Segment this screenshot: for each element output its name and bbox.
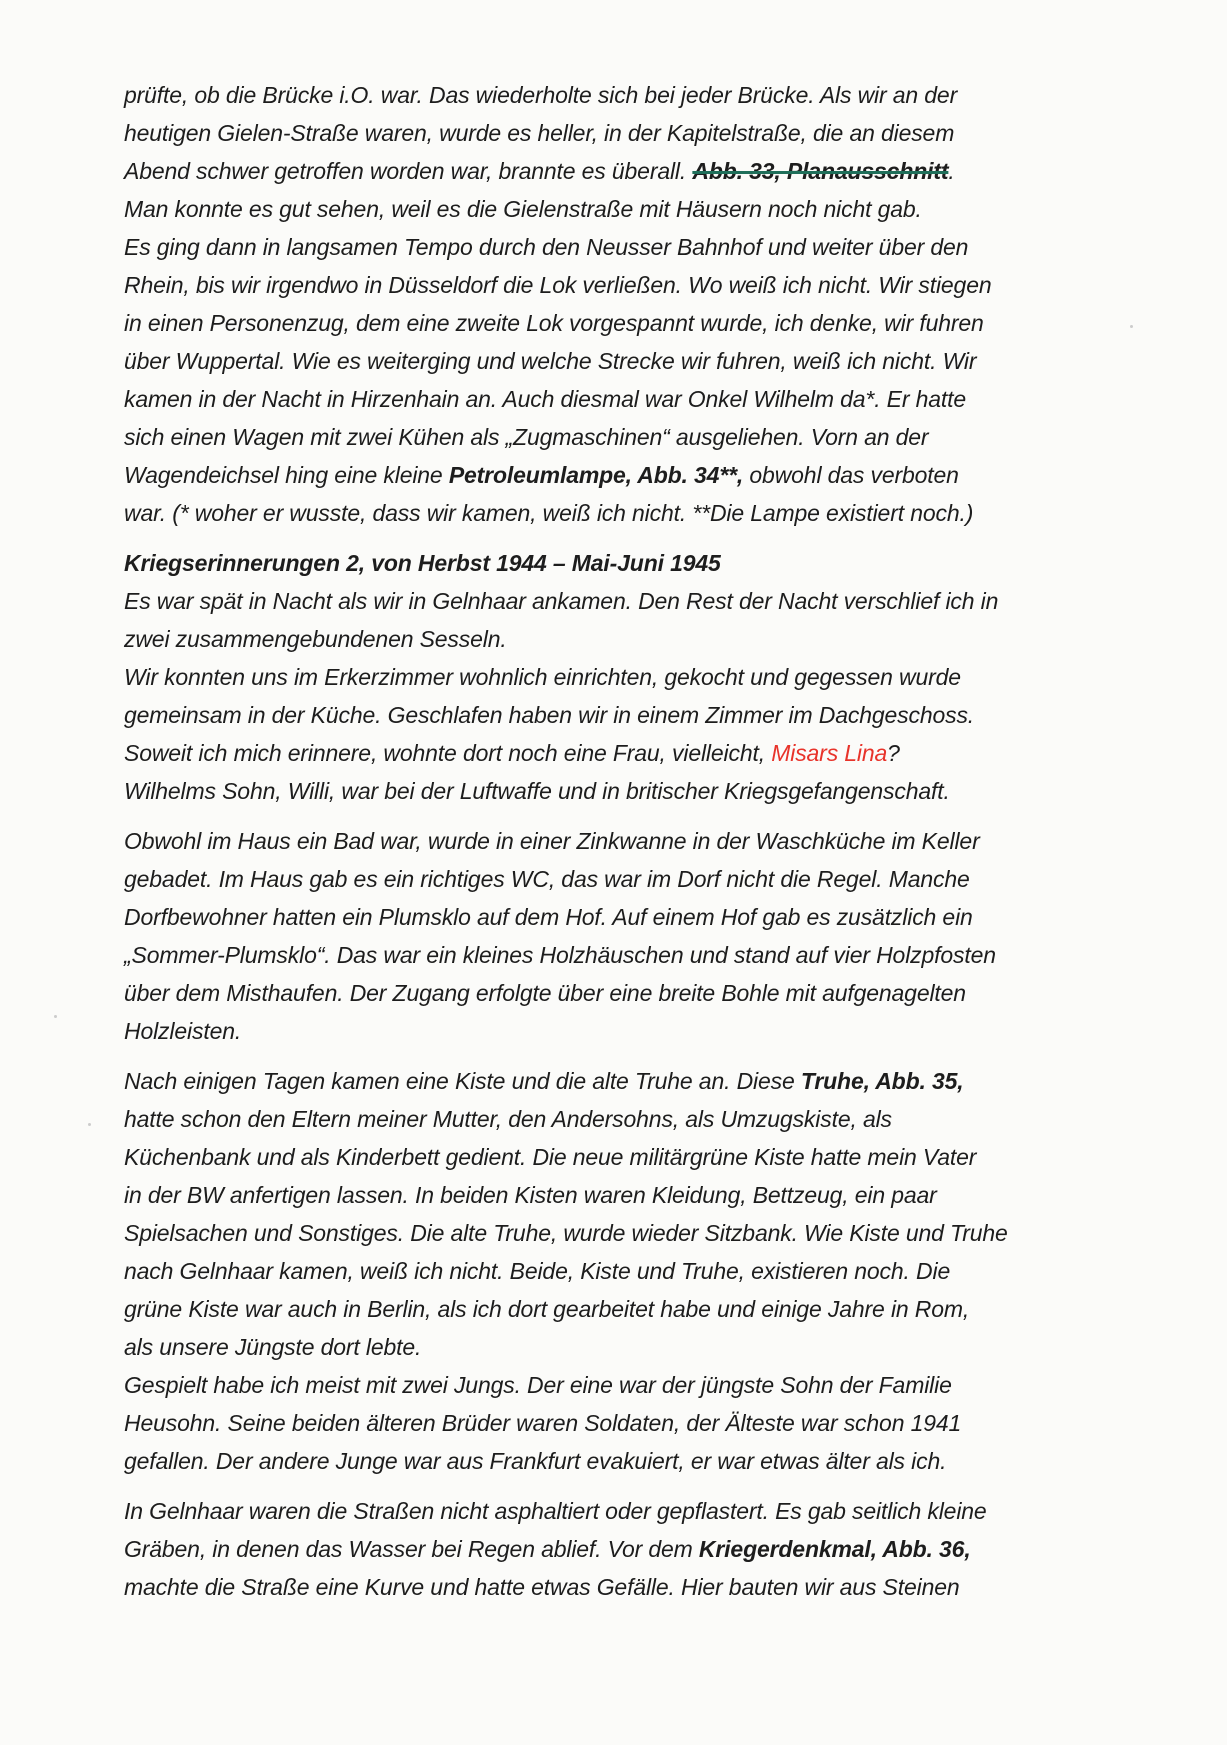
text-line: Heusohn. Seine beiden älteren Brüder waren Soldaten, der Älteste war schon 1941	[124, 1410, 962, 1436]
text-line	[124, 152, 1134, 190]
text-line: kamen in der Nacht in Hirzenhain an. Auch diesmal war Onkel Wilhelm da*. Er hatte	[124, 386, 967, 412]
text-line: hatte schon den Eltern meiner Mutter, den Andersohns, als Umzugskiste, als	[124, 1106, 892, 1132]
text-line: in der BW anfertigen lassen. In beiden Kisten waren Kleidung, Bettzeug, ein paar	[124, 1182, 937, 1208]
text-line: grüne Kiste war auch in Berlin, als ich dort gearbeitet habe und einige Jahre in Rom,	[124, 1296, 970, 1322]
figure-reference-bold: Kriegerdenkmal, Abb. 36,	[698, 1536, 971, 1562]
text-line	[124, 1530, 1134, 1568]
text-line: in einen Personenzug, dem eine zweite Lok vorgespannt wurde, ich denke, wir fuhren	[124, 310, 984, 336]
highlighted-name: Misars Lina	[771, 740, 888, 766]
text-line: Es ging dann in langsamen Tempo durch den Neusser Bahnhof und weiter über den	[124, 234, 969, 260]
paper-speck	[1130, 325, 1133, 328]
text-line: Dorfbewohner hatten ein Plumsklo auf dem Hof. Auf einem Hof gab es zusätzlich ein	[124, 904, 973, 930]
text-line	[124, 734, 1134, 772]
paragraph-bath	[124, 822, 1134, 1050]
text-span: Abend schwer getroffen worden war, brannte es überall.	[124, 158, 693, 184]
document-page	[124, 76, 1134, 1606]
paper-speck	[54, 1015, 57, 1018]
text-line: Rhein, bis wir irgendwo in Düsseldorf die Lok verließen. Wo weiß ich nicht. Wir stiegen	[124, 272, 992, 298]
text-line: Obwohl im Haus ein Bad war, wurde in einer Zinkwanne in der Waschküche im Keller	[124, 828, 980, 854]
text-line: nach Gelnhaar kamen, weiß ich nicht. Beide, Kiste und Truhe, existieren noch. Die	[124, 1258, 951, 1284]
figure-reference-bold: Truhe, Abb. 35,	[800, 1068, 964, 1094]
text-line: machte die Straße eine Kurve und hatte etwas Gefälle. Hier bauten wir aus Steinen	[124, 1574, 960, 1600]
text-line: In Gelnhaar waren die Straßen nicht asphaltiert oder gepflastert. Es gab seitlich kleine	[124, 1498, 987, 1524]
paragraph-streets	[124, 1492, 1134, 1606]
text-line: war. (* woher er wusste, dass wir kamen, weiß ich nicht. **Die Lampe existiert noch.)	[124, 500, 974, 526]
text-line: Gespielt habe ich meist mit zwei Jungs. Der eine war der jüngste Sohn der Familie	[124, 1372, 952, 1398]
text-line: gefallen. Der andere Junge war aus Frankfurt evakuiert, er war etwas älter als ich.	[124, 1448, 947, 1474]
text-line: gemeinsam in der Küche. Geschlafen haben wir in einem Zimmer im Dachgeschoss.	[124, 702, 975, 728]
text-line: sich einen Wagen mit zwei Kühen als „Zugmaschinen“ ausgeliehen. Vorn an der	[124, 424, 929, 450]
text-line	[124, 1062, 1134, 1100]
text-span: obwohl das verboten	[743, 462, 959, 488]
struck-figure-reference: Abb. 33, Planausschnitt	[692, 158, 949, 184]
text-line: Es war spät in Nacht als wir in Gelnhaar ankamen. Den Rest der Nacht verschlief ich in	[124, 588, 999, 614]
section-heading: Kriegserinnerungen 2, von Herbst 1944 – Mai-Juni 1945	[124, 550, 721, 576]
text-line: Man konnte es gut sehen, weil es die Gielenstraße mit Häusern noch nicht gab.	[124, 196, 922, 222]
text-span: Nach einigen Tagen kamen eine Kiste und die alte Truhe an. Diese	[124, 1068, 801, 1094]
text-span: .	[948, 158, 955, 184]
text-line: über Wuppertal. Wie es weiterging und welche Strecke wir fuhren, weiß ich nicht. Wir	[124, 348, 977, 374]
text-span: Soweit ich mich erinnere, wohnte dort noch eine Frau, vielleicht,	[124, 740, 772, 766]
text-span: Wagendeichsel hing eine kleine	[124, 462, 449, 488]
text-line	[124, 456, 1134, 494]
paragraph-chest	[124, 1062, 1134, 1480]
text-line: Küchenbank und als Kinderbett gedient. Die neue militärgrüne Kiste hatte mein Vater	[124, 1144, 977, 1170]
text-line: „Sommer-Plumsklo“. Das war ein kleines Holzhäuschen und stand auf vier Holzpfosten	[124, 942, 996, 968]
text-line: Wir konnten uns im Erkerzimmer wohnlich einrichten, gekocht und gegessen wurde	[124, 664, 961, 690]
paragraph-arrival	[124, 582, 1134, 810]
text-line: als unsere Jüngste dort lebte.	[124, 1334, 422, 1360]
text-line: Wilhelms Sohn, Willi, war bei der Luftwaffe und in britischer Kriegsgefangenschaft.	[124, 778, 950, 804]
text-line: Holzleisten.	[124, 1018, 242, 1044]
text-line: heutigen Gielen-Straße waren, wurde es heller, in der Kapitelstraße, die an diesem	[124, 120, 955, 146]
figure-reference-bold: Petroleumlampe, Abb. 34**,	[448, 462, 744, 488]
text-line: zwei zusammengebundenen Sesseln.	[124, 626, 507, 652]
paper-speck	[88, 1123, 91, 1126]
paragraph-journey	[124, 76, 1134, 532]
text-line: über dem Misthaufen. Der Zugang erfolgte über eine breite Bohle mit aufgenagelten	[124, 980, 966, 1006]
text-line: prüfte, ob die Brücke i.O. war. Das wiederholte sich bei jeder Brücke. Als wir an der	[124, 82, 958, 108]
text-span: Gräben, in denen das Wasser bei Regen ablief. Vor dem	[124, 1536, 699, 1562]
text-line: Spielsachen und Sonstiges. Die alte Truhe, wurde wieder Sitzbank. Wie Kiste und Truhe	[124, 1220, 1008, 1246]
text-line: gebadet. Im Haus gab es ein richtiges WC, das war im Dorf nicht die Regel. Manche	[124, 866, 970, 892]
text-span: ?	[887, 740, 900, 766]
